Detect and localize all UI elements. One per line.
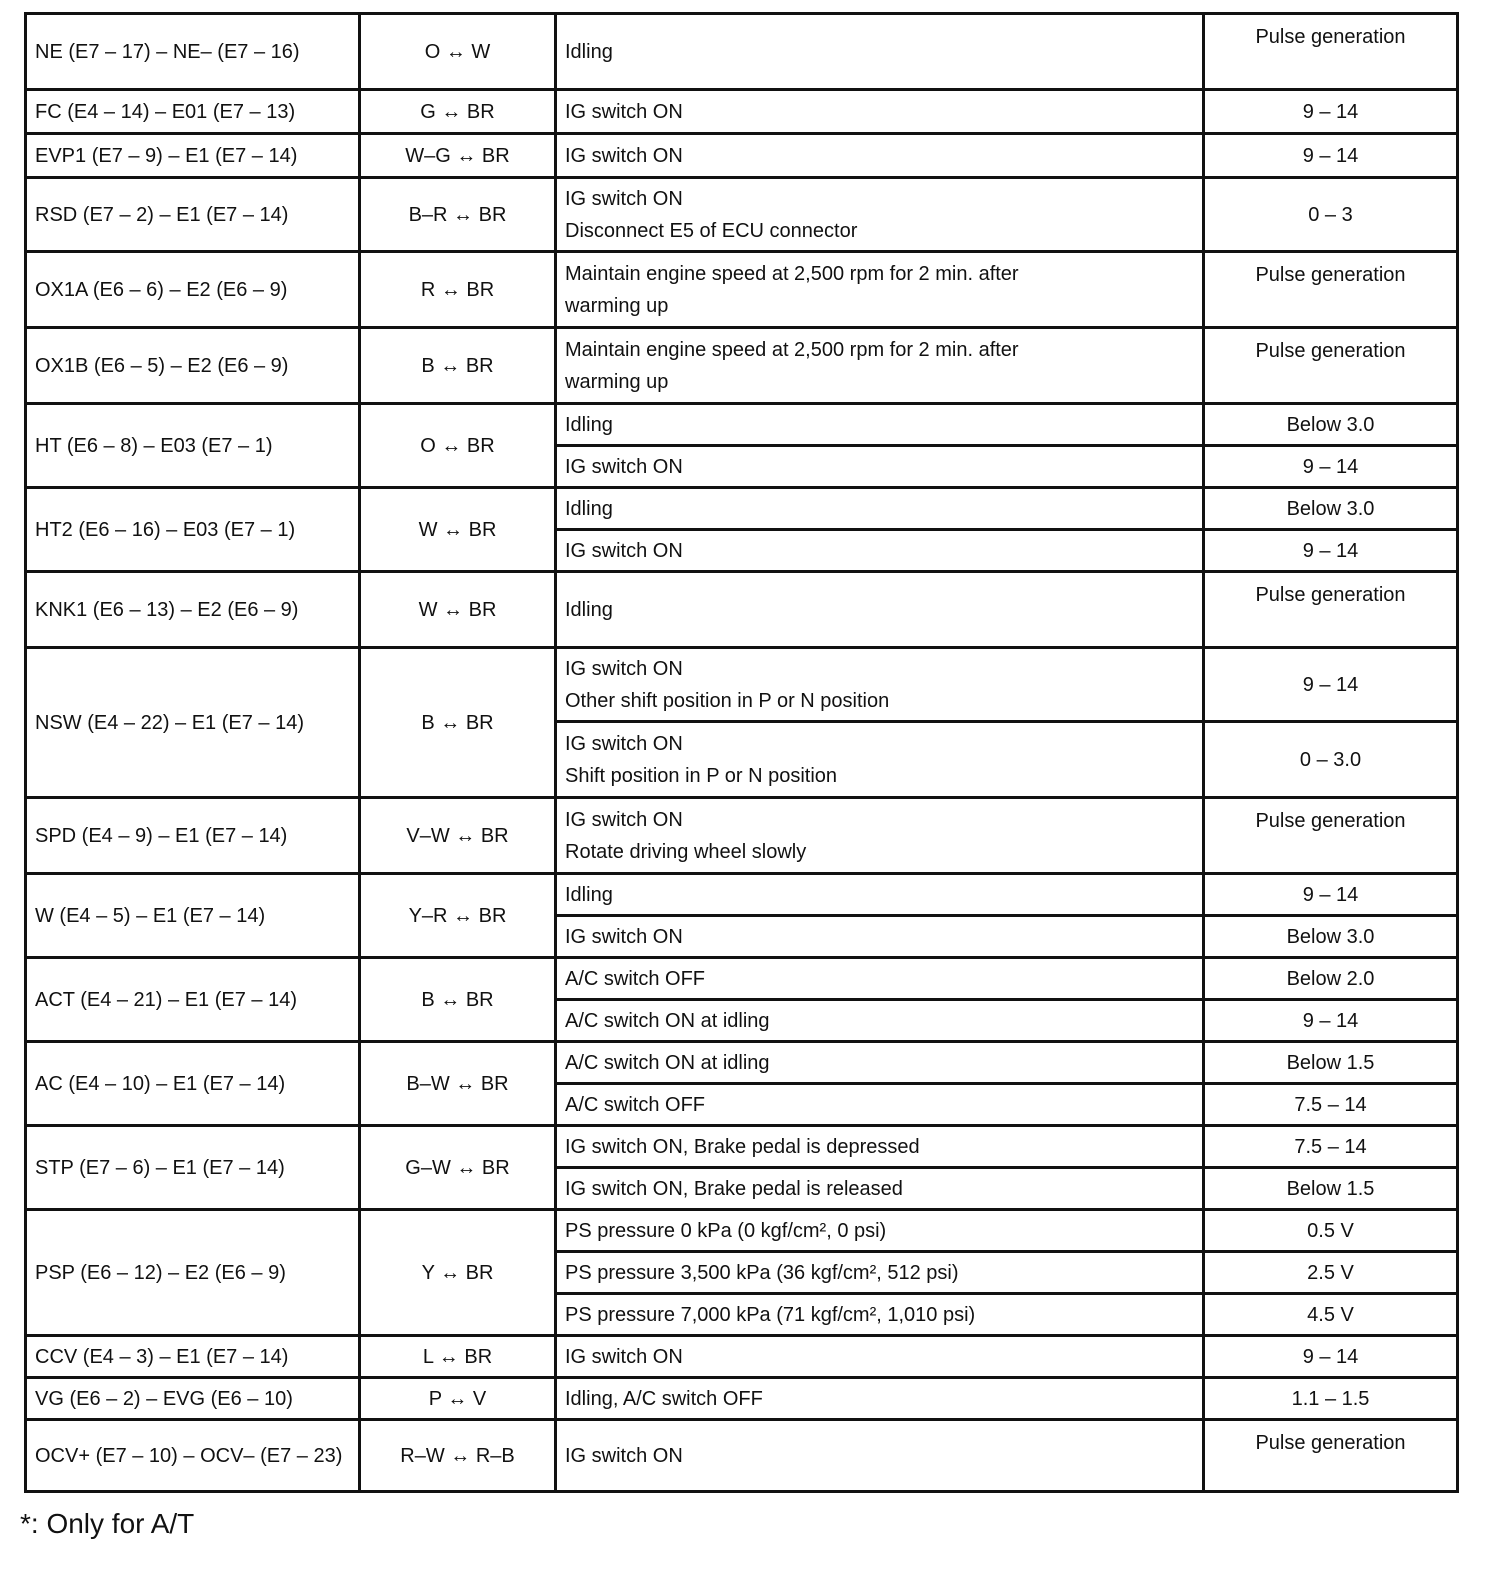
condition-line: IG switch ON	[565, 100, 683, 123]
specified-condition-cell: 9 – 14	[1204, 530, 1458, 572]
condition-line: PS pressure 0 kPa (0 kgf/cm², 0 psi)	[565, 1219, 887, 1242]
condition-line: IG switch ON	[565, 1345, 683, 1368]
wiring-color-cell: G ↔ BR	[360, 90, 556, 134]
condition-line: Rotate driving wheel slowly	[565, 840, 807, 863]
condition-line: IG switch ON	[565, 1444, 683, 1467]
specified-condition-cell: 9 – 14	[1204, 90, 1458, 134]
specified-condition-cell: Below 3.0	[1204, 916, 1458, 958]
footnote: *: Only for A/T	[20, 1508, 195, 1539]
condition-cell	[556, 916, 1204, 958]
condition-cell	[556, 1294, 1204, 1336]
specified-condition-cell: 9 – 14	[1204, 1336, 1458, 1378]
wiring-color-cell: B–W ↔ BR	[360, 1042, 556, 1126]
condition-line: IG switch ON	[565, 732, 683, 755]
specified-condition-cell: Pulse generation	[1204, 798, 1458, 874]
terminal-cell: STP (E7 – 6) – E1 (E7 – 14)	[26, 1126, 360, 1210]
condition-line: IG switch ON, Brake pedal is depressed	[565, 1135, 920, 1158]
wiring-color-cell: W–G ↔ BR	[360, 134, 556, 178]
wiring-color-cell: O ↔ W	[360, 14, 556, 90]
condition-cell	[556, 404, 1204, 446]
specified-condition-cell: 0 – 3	[1204, 178, 1458, 252]
specified-condition-cell: Below 1.5	[1204, 1168, 1458, 1210]
wiring-color-cell: Y ↔ BR	[360, 1210, 556, 1336]
condition-line: A/C switch ON at idling	[565, 1051, 770, 1074]
wiring-color-cell: B ↔ BR	[360, 328, 556, 404]
condition-line: Idling	[565, 413, 613, 436]
wiring-color-cell: B ↔ BR	[360, 958, 556, 1042]
condition-cell	[556, 1126, 1204, 1168]
terminal-cell: VG (E6 – 2) – EVG (E6 – 10)	[26, 1378, 360, 1420]
condition-cell	[556, 1000, 1204, 1042]
terminal-cell: NSW (E4 – 22) – E1 (E7 – 14)	[26, 648, 360, 798]
specified-condition-cell: 9 – 14	[1204, 648, 1458, 722]
condition-cell	[556, 1252, 1204, 1294]
condition-cell	[556, 1378, 1204, 1420]
condition-cell	[556, 1420, 1204, 1492]
wiring-color-cell: W ↔ BR	[360, 488, 556, 572]
wiring-color-cell: L ↔ BR	[360, 1336, 556, 1378]
condition-line: A/C switch OFF	[565, 1093, 706, 1116]
specified-condition-cell: 4.5 V	[1204, 1294, 1458, 1336]
table-row	[26, 488, 1458, 530]
condition-line: A/C switch OFF	[565, 967, 706, 990]
condition-cell	[556, 874, 1204, 916]
wiring-color-cell: O ↔ BR	[360, 404, 556, 488]
condition-line: Maintain engine speed at 2,500 rpm for 2 min. after	[565, 338, 1019, 361]
specified-condition-cell: Below 3.0	[1204, 488, 1458, 530]
wiring-color-cell: R–W ↔ R–B	[360, 1420, 556, 1492]
condition-cell	[556, 134, 1204, 178]
condition-cell	[556, 178, 1204, 252]
specified-condition-cell: 1.1 – 1.5	[1204, 1378, 1458, 1420]
condition-cell	[556, 328, 1204, 404]
condition-line: Idling	[565, 40, 613, 63]
condition-line: Idling	[565, 883, 613, 906]
condition-line: PS pressure 3,500 kPa (36 kgf/cm², 512 psi)	[565, 1261, 959, 1284]
wiring-color-cell: V–W ↔ BR	[360, 798, 556, 874]
table-row	[26, 14, 1458, 90]
wiring-color-cell: W ↔ BR	[360, 572, 556, 648]
specified-condition-cell: Below 2.0	[1204, 958, 1458, 1000]
condition-cell	[556, 14, 1204, 90]
terminal-cell: HT2 (E6 – 16) – E03 (E7 – 1)	[26, 488, 360, 572]
table-row	[26, 252, 1458, 328]
table-row	[26, 798, 1458, 874]
condition-line: IG switch ON	[565, 455, 683, 478]
specified-condition-cell: Pulse generation	[1204, 252, 1458, 328]
condition-line: Idling	[565, 497, 613, 520]
terminal-cell: AC (E4 – 10) – E1 (E7 – 14)	[26, 1042, 360, 1126]
condition-cell	[556, 798, 1204, 874]
condition-line: Disconnect E5 of ECU connector	[565, 219, 858, 242]
condition-line: PS pressure 7,000 kPa (71 kgf/cm², 1,010 psi)	[565, 1303, 976, 1326]
wiring-color-cell: B–R ↔ BR	[360, 178, 556, 252]
specified-condition-cell: 9 – 14	[1204, 1000, 1458, 1042]
condition-cell	[556, 252, 1204, 328]
specified-condition-cell: 9 – 14	[1204, 446, 1458, 488]
condition-cell	[556, 1084, 1204, 1126]
specified-condition-cell: Pulse generation	[1204, 1420, 1458, 1492]
condition-line: warming up	[565, 370, 669, 393]
specified-condition-cell: 2.5 V	[1204, 1252, 1458, 1294]
terminal-cell: NE (E7 – 17) – NE– (E7 – 16)	[26, 14, 360, 90]
terminal-cell: RSD (E7 – 2) – E1 (E7 – 14)	[26, 178, 360, 252]
table-row	[26, 874, 1458, 916]
condition-cell	[556, 722, 1204, 798]
terminal-cell: KNK1 (E6 – 13) – E2 (E6 – 9)	[26, 572, 360, 648]
condition-line: A/C switch ON at idling	[565, 1009, 770, 1032]
table-row	[26, 328, 1458, 404]
table-body	[26, 14, 1458, 1492]
terminal-cell: HT (E6 – 8) – E03 (E7 – 1)	[26, 404, 360, 488]
condition-cell	[556, 446, 1204, 488]
table-row	[26, 1126, 1458, 1168]
ecu-terminal-table	[24, 12, 1456, 1493]
specified-condition-cell: 7.5 – 14	[1204, 1084, 1458, 1126]
terminal-cell: EVP1 (E7 – 9) – E1 (E7 – 14)	[26, 134, 360, 178]
wiring-color-cell: P ↔ V	[360, 1378, 556, 1420]
condition-line: IG switch ON	[565, 539, 683, 562]
specified-condition-cell: Pulse generation	[1204, 572, 1458, 648]
table-row	[26, 404, 1458, 446]
specified-condition-cell: 0 – 3.0	[1204, 722, 1458, 798]
condition-line: IG switch ON	[565, 925, 683, 948]
condition-cell	[556, 1336, 1204, 1378]
condition-cell	[556, 648, 1204, 722]
condition-line: Maintain engine speed at 2,500 rpm for 2 min. after	[565, 262, 1019, 285]
condition-line: IG switch ON	[565, 144, 683, 167]
condition-line: Idling	[565, 598, 613, 621]
terminal-cell: OX1B (E6 – 5) – E2 (E6 – 9)	[26, 328, 360, 404]
condition-cell	[556, 1168, 1204, 1210]
terminal-cell: W (E4 – 5) – E1 (E7 – 14)	[26, 874, 360, 958]
wiring-color-cell: G–W ↔ BR	[360, 1126, 556, 1210]
specified-condition-cell: Below 3.0	[1204, 404, 1458, 446]
condition-cell	[556, 530, 1204, 572]
condition-cell	[556, 958, 1204, 1000]
condition-cell	[556, 488, 1204, 530]
specified-condition-cell: 0.5 V	[1204, 1210, 1458, 1252]
terminal-cell: PSP (E6 – 12) – E2 (E6 – 9)	[26, 1210, 360, 1336]
table-row	[26, 1378, 1458, 1420]
condition-cell	[556, 572, 1204, 648]
terminal-cell: ACT (E4 – 21) – E1 (E7 – 14)	[26, 958, 360, 1042]
table-row	[26, 1042, 1458, 1084]
terminal-cell: OX1A (E6 – 6) – E2 (E6 – 9)	[26, 252, 360, 328]
specified-condition-cell: 9 – 14	[1204, 134, 1458, 178]
table-row	[26, 648, 1458, 722]
condition-cell	[556, 90, 1204, 134]
condition-cell	[556, 1042, 1204, 1084]
condition-line: IG switch ON	[565, 187, 683, 210]
table-row	[26, 178, 1458, 252]
condition-line: Other shift position in P or N position	[565, 689, 890, 712]
terminal-cell: FC (E4 – 14) – E01 (E7 – 13)	[26, 90, 360, 134]
condition-line: IG switch ON	[565, 808, 683, 831]
condition-line: Shift position in P or N position	[565, 764, 838, 787]
terminal-cell: OCV+ (E7 – 10) – OCV– (E7 – 23)	[26, 1420, 360, 1492]
specified-condition-cell: 9 – 14	[1204, 874, 1458, 916]
condition-line: warming up	[565, 294, 669, 317]
specified-condition-cell: 7.5 – 14	[1204, 1126, 1458, 1168]
wiring-color-cell: R ↔ BR	[360, 252, 556, 328]
specified-condition-cell: Pulse generation	[1204, 328, 1458, 404]
specified-condition-cell: Pulse generation	[1204, 14, 1458, 90]
table-row	[26, 572, 1458, 648]
table-row	[26, 1420, 1458, 1492]
table-row	[26, 90, 1458, 134]
terminal-cell: CCV (E4 – 3) – E1 (E7 – 14)	[26, 1336, 360, 1378]
terminal-cell: SPD (E4 – 9) – E1 (E7 – 14)	[26, 798, 360, 874]
table-row	[26, 958, 1458, 1000]
condition-line: IG switch ON	[565, 657, 683, 680]
condition-line: IG switch ON, Brake pedal is released	[565, 1177, 903, 1200]
wiring-color-cell: B ↔ BR	[360, 648, 556, 798]
table-row	[26, 1210, 1458, 1252]
table-row	[26, 1336, 1458, 1378]
wiring-color-cell: Y–R ↔ BR	[360, 874, 556, 958]
condition-cell	[556, 1210, 1204, 1252]
table-row	[26, 134, 1458, 178]
specified-condition-cell: Below 1.5	[1204, 1042, 1458, 1084]
condition-line: Idling, A/C switch OFF	[565, 1387, 763, 1410]
